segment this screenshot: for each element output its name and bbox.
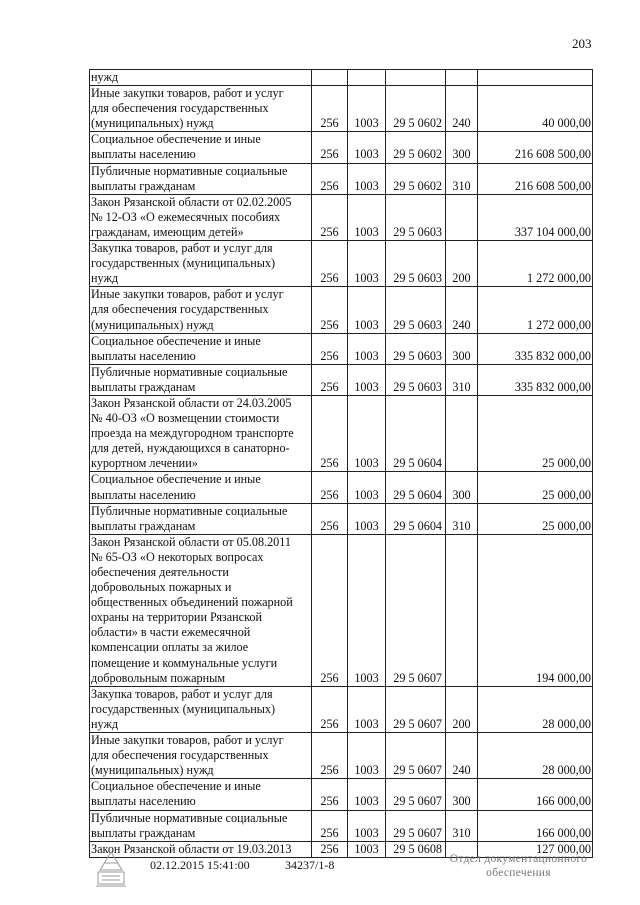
- cell-section: 1003: [348, 810, 386, 841]
- table-row: [90, 395, 593, 471]
- cell-expense-type: 310: [446, 163, 478, 194]
- cell-expense-type: 310: [446, 503, 478, 534]
- cell-grbs: 256: [312, 503, 348, 534]
- cell-grbs: 256: [312, 132, 348, 163]
- cell-target-article: 29 5 0603: [386, 333, 446, 364]
- cell-section: 1003: [348, 163, 386, 194]
- table-row: [90, 70, 593, 86]
- row-name: Социальное обеспечение и иные выплаты населению: [90, 333, 312, 364]
- cell-grbs: 256: [312, 163, 348, 194]
- row-name: Иные закупки товаров, работ и услуг для обеспечения государственных (муниципальных) нужд: [90, 287, 312, 333]
- cell-grbs: 256: [312, 810, 348, 841]
- cell-amount: 335 832 000,00: [478, 364, 593, 395]
- cell-amount: 25 000,00: [478, 472, 593, 503]
- table-row: [90, 686, 593, 732]
- page-number: 203: [572, 36, 592, 51]
- cell-target-article: 29 5 0607: [386, 810, 446, 841]
- cell-amount: 25 000,00: [478, 395, 593, 471]
- cell-target-article: 29 5 0604: [386, 503, 446, 534]
- cell-section: 1003: [348, 472, 386, 503]
- cell-amount: 1 272 000,00: [478, 241, 593, 287]
- cell-grbs: 256: [312, 194, 348, 240]
- cell-expense-type: [446, 395, 478, 471]
- row-name: Иные закупки товаров, работ и услуг для обеспечения государственных (муниципальных) нужд: [90, 86, 312, 132]
- cell-target-article: 29 5 0603: [386, 287, 446, 333]
- cell-expense-type: 240: [446, 86, 478, 132]
- cell-expense-type: 300: [446, 333, 478, 364]
- cell-amount: [478, 70, 593, 86]
- row-name: Закон Рязанской области от 24.03.2005 № 40-ОЗ «О возмещении стоимости проезда на междугородном транспорте для детей, нуждающихся в санаторно- курортном лечении»: [90, 395, 312, 471]
- cell-amount: 127 000,00: [478, 841, 593, 857]
- cell-section: 1003: [348, 395, 386, 471]
- table-row: [90, 333, 593, 364]
- cell-expense-type: 200: [446, 686, 478, 732]
- cell-expense-type: [446, 194, 478, 240]
- cell-amount: 28 000,00: [478, 733, 593, 779]
- cell-grbs: 256: [312, 686, 348, 732]
- cell-expense-type: 300: [446, 472, 478, 503]
- table-row: [90, 163, 593, 194]
- cell-target-article: 29 5 0607: [386, 779, 446, 810]
- cell-target-article: 29 5 0607: [386, 686, 446, 732]
- logo-drawing: [94, 850, 128, 888]
- cell-target-article: 29 5 0602: [386, 132, 446, 163]
- cell-expense-type: 300: [446, 132, 478, 163]
- cell-target-article: 29 5 0604: [386, 395, 446, 471]
- table-row: [90, 194, 593, 240]
- cell-grbs: [312, 70, 348, 86]
- cell-amount: 337 104 000,00: [478, 194, 593, 240]
- cell-target-article: 29 5 0607: [386, 733, 446, 779]
- cell-grbs: 256: [312, 733, 348, 779]
- table-row: [90, 534, 593, 686]
- cell-target-article: 29 5 0602: [386, 163, 446, 194]
- cell-section: 1003: [348, 534, 386, 686]
- row-name: Публичные нормативные социальные выплаты гражданам: [90, 503, 312, 534]
- stamp-line-2: обеспечения: [486, 867, 551, 879]
- cell-grbs: 256: [312, 472, 348, 503]
- table-row: [90, 472, 593, 503]
- cell-target-article: 29 5 0607: [386, 534, 446, 686]
- table-row: [90, 241, 593, 287]
- row-name: Публичные нормативные социальные выплаты гражданам: [90, 364, 312, 395]
- cell-section: 1003: [348, 733, 386, 779]
- cell-section: 1003: [348, 503, 386, 534]
- cell-target-article: 29 5 0603: [386, 194, 446, 240]
- table-row: [90, 86, 593, 132]
- cell-grbs: 256: [312, 395, 348, 471]
- cell-expense-type: [446, 534, 478, 686]
- row-name: Иные закупки товаров, работ и услуг для обеспечения государственных (муниципальных) нужд: [90, 733, 312, 779]
- cell-section: 1003: [348, 686, 386, 732]
- cell-amount: 194 000,00: [478, 534, 593, 686]
- cell-grbs: 256: [312, 241, 348, 287]
- row-name: Закупка товаров, работ и услуг для государственных (муниципальных) нужд: [90, 686, 312, 732]
- cell-amount: 25 000,00: [478, 503, 593, 534]
- row-name: нужд: [90, 70, 312, 86]
- cell-amount: 1 272 000,00: [478, 287, 593, 333]
- cell-grbs: 256: [312, 86, 348, 132]
- row-name: Социальное обеспечение и иные выплаты населению: [90, 779, 312, 810]
- row-name: Публичные нормативные социальные выплаты гражданам: [90, 810, 312, 841]
- cell-grbs: 256: [312, 534, 348, 686]
- cell-target-article: 29 5 0608: [386, 841, 446, 857]
- table-row: [90, 287, 593, 333]
- cell-target-article: [386, 70, 446, 86]
- cell-grbs: 256: [312, 779, 348, 810]
- cell-amount: 166 000,00: [478, 810, 593, 841]
- footer-stamp: [446, 852, 591, 880]
- table-row: [90, 503, 593, 534]
- cell-target-article: 29 5 0603: [386, 364, 446, 395]
- cell-grbs: 256: [312, 333, 348, 364]
- cell-section: 1003: [348, 287, 386, 333]
- table-row: [90, 779, 593, 810]
- cell-amount: 335 832 000,00: [478, 333, 593, 364]
- cell-target-article: 29 5 0602: [386, 86, 446, 132]
- footer-doc-number: 34237/1-8: [285, 858, 335, 872]
- row-name: Публичные нормативные социальные выплаты гражданам: [90, 163, 312, 194]
- cell-section: 1003: [348, 241, 386, 287]
- row-name: Закупка товаров, работ и услуг для государственных (муниципальных) нужд: [90, 241, 312, 287]
- row-name: Социальное обеспечение и иные выплаты населению: [90, 472, 312, 503]
- cell-expense-type: [446, 70, 478, 86]
- cell-amount: 216 608 500,00: [478, 132, 593, 163]
- table-row: [90, 733, 593, 779]
- cell-target-article: 29 5 0603: [386, 241, 446, 287]
- row-name: Закон Рязанской области от 19.03.2013: [90, 841, 312, 857]
- cell-expense-type: 300: [446, 779, 478, 810]
- row-name: Социальное обеспечение и иные выплаты населению: [90, 132, 312, 163]
- cell-amount: 216 608 500,00: [478, 163, 593, 194]
- cell-section: 1003: [348, 132, 386, 163]
- cell-expense-type: 310: [446, 810, 478, 841]
- cell-section: 1003: [348, 194, 386, 240]
- cell-amount: 166 000,00: [478, 779, 593, 810]
- table-row: [90, 810, 593, 841]
- row-name: Закон Рязанской области от 05.08.2011 № 65-ОЗ «О некоторых вопросах обеспечения деятельности добровольных пожарных и общественных объединений пожарной охраны на территории Рязанской области» в части ежемесячной компенсации оплаты за жилое помещение и коммунальные услуги добровольным пожарным: [90, 534, 312, 686]
- budget-table: [89, 69, 593, 858]
- table-row: [90, 132, 593, 163]
- cell-section: [348, 70, 386, 86]
- stamp-line-1: Отдел документационного: [449, 853, 588, 865]
- footer-datetime: 02.12.2015 15:41:00: [150, 858, 250, 872]
- cell-section: 1003: [348, 779, 386, 810]
- cell-section: 1003: [348, 841, 386, 857]
- table-body: [90, 70, 593, 858]
- cell-expense-type: 240: [446, 733, 478, 779]
- cell-target-article: 29 5 0604: [386, 472, 446, 503]
- cell-expense-type: 200: [446, 241, 478, 287]
- cell-section: 1003: [348, 333, 386, 364]
- cell-section: 1003: [348, 86, 386, 132]
- cell-amount: 28 000,00: [478, 686, 593, 732]
- row-name: Закон Рязанской области от 02.02.2005 № 12-ОЗ «О ежемесячных пособиях гражданам, имеющим детей»: [90, 194, 312, 240]
- cell-amount: 40 000,00: [478, 86, 593, 132]
- cell-expense-type: 240: [446, 287, 478, 333]
- table-row: [90, 364, 593, 395]
- cell-grbs: 256: [312, 287, 348, 333]
- cell-expense-type: 310: [446, 364, 478, 395]
- cell-grbs: 256: [312, 364, 348, 395]
- cell-grbs: 256: [312, 841, 348, 857]
- cell-section: 1003: [348, 364, 386, 395]
